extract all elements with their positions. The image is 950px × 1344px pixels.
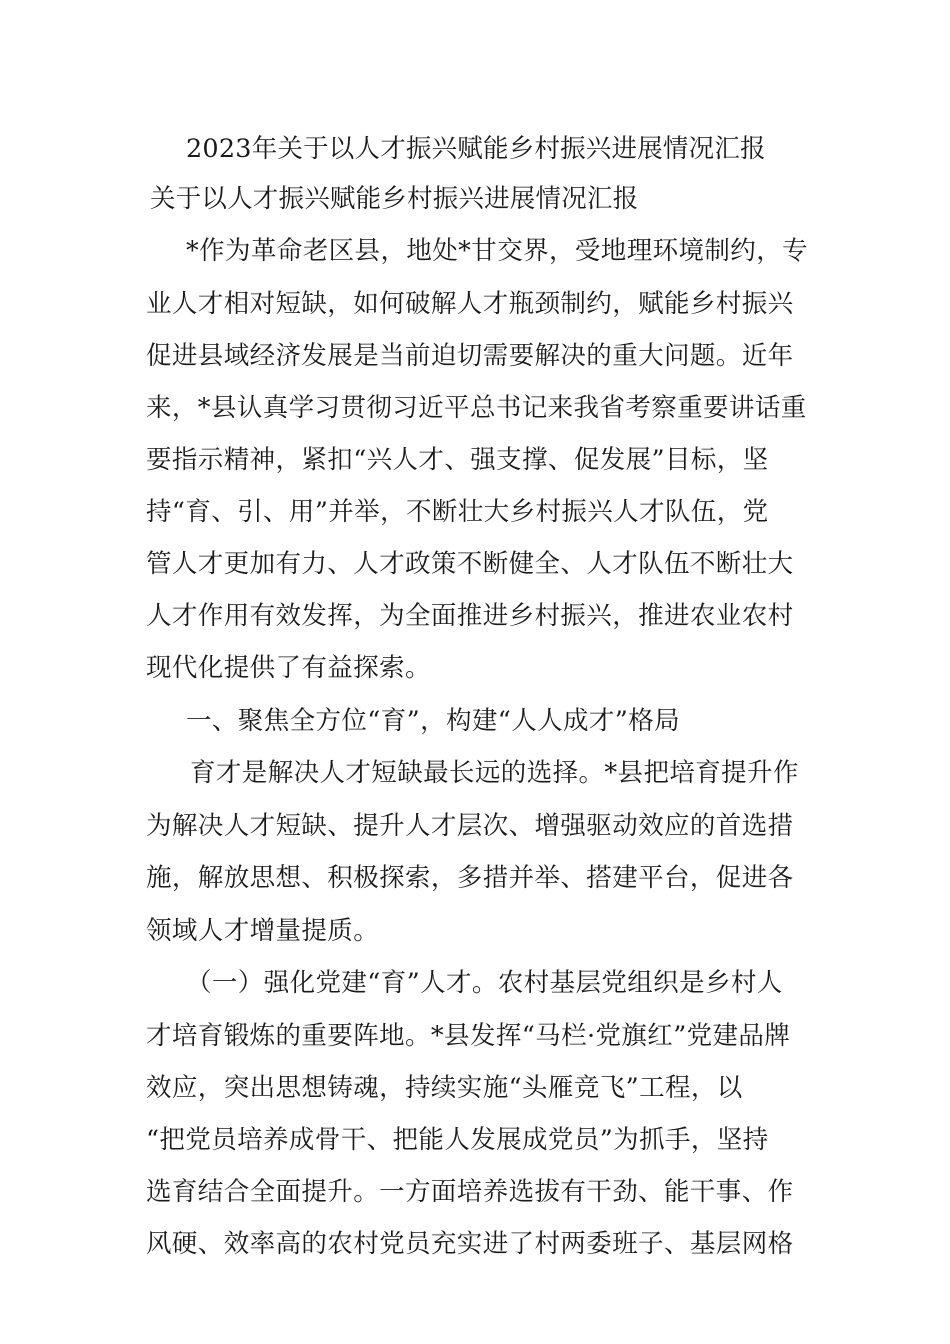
paragraph-line: 领域人才增量提质。: [146, 916, 380, 946]
section-heading: 一、聚焦全方位“育”，构建“人人成才”格局: [186, 706, 681, 736]
paragraph-line: 效应，突出思想铸魂，持续实施“头雁竞飞”工程，以: [146, 1073, 743, 1103]
subsection-line: （一）强化党建“育”人才。农村基层党组织是乡村人: [186, 968, 783, 998]
paragraph-line: 持“育、引、用”并举，不断壮大乡村振兴人才队伍，党: [146, 497, 769, 527]
paragraph-line: 选育结合全面提升。一方面培养选拔有干劲、能干事、作: [146, 1177, 794, 1207]
paragraph-line: 施，解放思想、积极探索，多措并举、搭建平台，促进各: [146, 863, 794, 893]
paragraph-line: 来，*县认真学习贯彻习近平总书记来我省考察重要讲话重: [146, 393, 807, 423]
document-title: 2023年关于以人才振兴赋能乡村振兴进展情况汇报: [186, 134, 766, 164]
paragraph-line: 管人才更加有力、人才政策不断健全、人才队伍不断壮大: [146, 549, 794, 579]
paragraph-line: 风硬、效率高的农村党员充实进了村两委班子、基层网格: [146, 1229, 794, 1259]
paragraph-line: 才培育锻炼的重要阵地。*县发挥“马栏·党旗红”党建品牌: [146, 1021, 791, 1051]
paragraph-line: “把党员培养成骨干、把能人发展成党员”为抓手，坚持: [146, 1125, 769, 1155]
paragraph-line: 要指示精神，紧扣“兴人才、强支撑、促发展”目标，坚: [146, 445, 769, 475]
paragraph-line: 为解决人才短缺、提升人才层次、增强驱动效应的首选措: [146, 811, 794, 841]
document-subtitle: 关于以人才振兴赋能乡村振兴进展情况汇报: [150, 184, 639, 214]
paragraph-line: 现代化提供了有益探索。: [146, 653, 431, 683]
paragraph-line: 业人才相对短缺，如何破解人才瓶颈制约，赋能乡村振兴: [146, 289, 794, 319]
paragraph-line: 人才作用有效发挥，为全面推进乡村振兴，推进农业农村: [146, 601, 794, 631]
paragraph-line: *作为革命老区县，地处*甘交界，受地理环境制约，专: [186, 236, 809, 266]
paragraph-line: 育才是解决人才短缺最长远的选择。*县把培育提升作: [190, 758, 799, 788]
paragraph-line: 促进县域经济发展是当前迫切需要解决的重大问题。近年: [146, 341, 794, 371]
